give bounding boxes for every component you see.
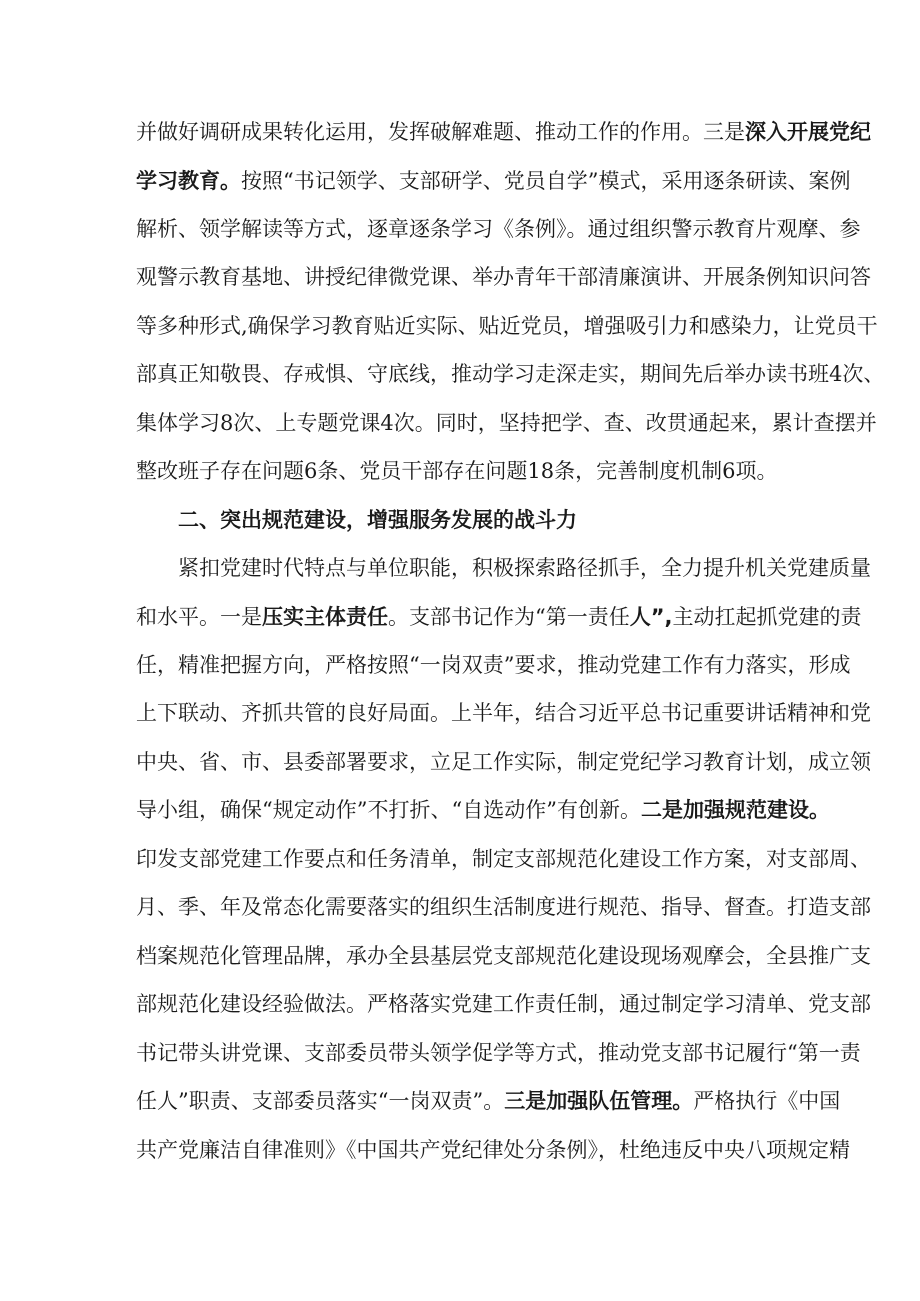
bold-run: 学习教育。: [136, 169, 241, 193]
para2-line-6: [136, 795, 830, 825]
text-run: 按照“书记领学、支部研学、党员自学”模式，采用逐条研读、案例: [241, 169, 851, 193]
para2-line-8: 月、季、年及常态化需要落实的组织生活制度进行规范、指导、督查。打造支部: [136, 895, 871, 919]
para2-line-10: 部规范化建设经验做法。严格落实党建工作责任制，通过制定学习清单、党支部: [136, 992, 871, 1016]
para1-line-5: 等多种形式,确保学习教育贴近实际、贴近党员，增强吸引力和感染力，让党员干: [136, 314, 878, 338]
para2-line-3: 任，精准把握方向，严格按照“一岗双责”要求，推动党建工作有力落实，形成: [136, 653, 851, 677]
bold-run: 三是加强队伍管理。: [504, 1089, 694, 1113]
text-run: 导小组，确保“规定动作”不打折、“自选动作”有创新。: [136, 798, 641, 822]
para1-line-7: 集体学习8次、上专题党课4次。同时，坚持把学、查、改贯通起来，累计查摆并: [136, 411, 877, 435]
para2-line-4: 上下联动、齐抓共管的良好局面。上半年，结合习近平总书记重要讲话精神和党: [136, 701, 871, 725]
para2-line-1: 紧扣党建时代特点与单位职能，积极探索路径抓手，全力提升机关党建质量: [178, 556, 871, 580]
para1-line-6: 部真正知敬畏、存戒惧、守底线，推动学习走深走实，期间先后举办读书班4次、: [136, 362, 885, 386]
text-run: 严格执行《中国: [693, 1089, 841, 1113]
para2-line-2: [136, 602, 862, 632]
para1-line-8: 整改班子存在问题6条、党员干部存在问题18条，完善制度机制6项。: [136, 459, 778, 483]
text-run: 和水平。一是: [136, 605, 262, 629]
bold-run: 深入开展党纪: [745, 120, 871, 144]
para1-line-1: [136, 117, 871, 147]
para2-line-13: 共产党廉洁自律准则》《中国共产党纪律处分条例》，杜绝违反中央八项规定精: [136, 1138, 850, 1162]
text-run: 。支部书记作为“第一责任: [388, 605, 630, 629]
para2-line-12: [136, 1086, 841, 1116]
para2-line-9: 档案规范化管理品牌，承办全县基层党支部规范化建设现场观摩会，全县推广支: [136, 944, 871, 968]
para2-line-11: 书记带头讲党课、支部委员带头领学促学等方式，推动党支部书记履行“第一责: [136, 1041, 861, 1065]
para1-line-4: 观警示教育基地、讲授纪律微党课、举办青年干部清廉演讲、开展条例知识问答: [136, 265, 871, 289]
para2-line-5: 中央、省、市、县委部署要求，立足工作实际，制定党纪学习教育计划，成立领: [136, 750, 871, 774]
para2-line-7: 印发支部党建工作要点和任务清单，制定支部规范化建设工作方案，对支部周、: [136, 847, 871, 871]
text-run: 任人”职责、支部委员落实“一岗双责”。: [136, 1089, 505, 1113]
text-run: 主动扛起抓党建的责: [672, 605, 862, 629]
section-heading: 二、突出规范建设，增强服务发展的战斗力: [178, 508, 577, 532]
para1-line-2: [136, 166, 851, 196]
bold-run: 二是加强规范建设。: [640, 798, 830, 822]
para1-line-3: 解析、领学解读等方式，逐章逐条学习《条例》。通过组织警示教育片观摩、参: [136, 217, 861, 241]
bold-run: 人”,: [629, 605, 673, 629]
bold-run: 压实主体责任: [262, 605, 388, 629]
text-run: 并做好调研成果转化运用，发挥破解难题、推动工作的作用。三是: [136, 120, 745, 144]
